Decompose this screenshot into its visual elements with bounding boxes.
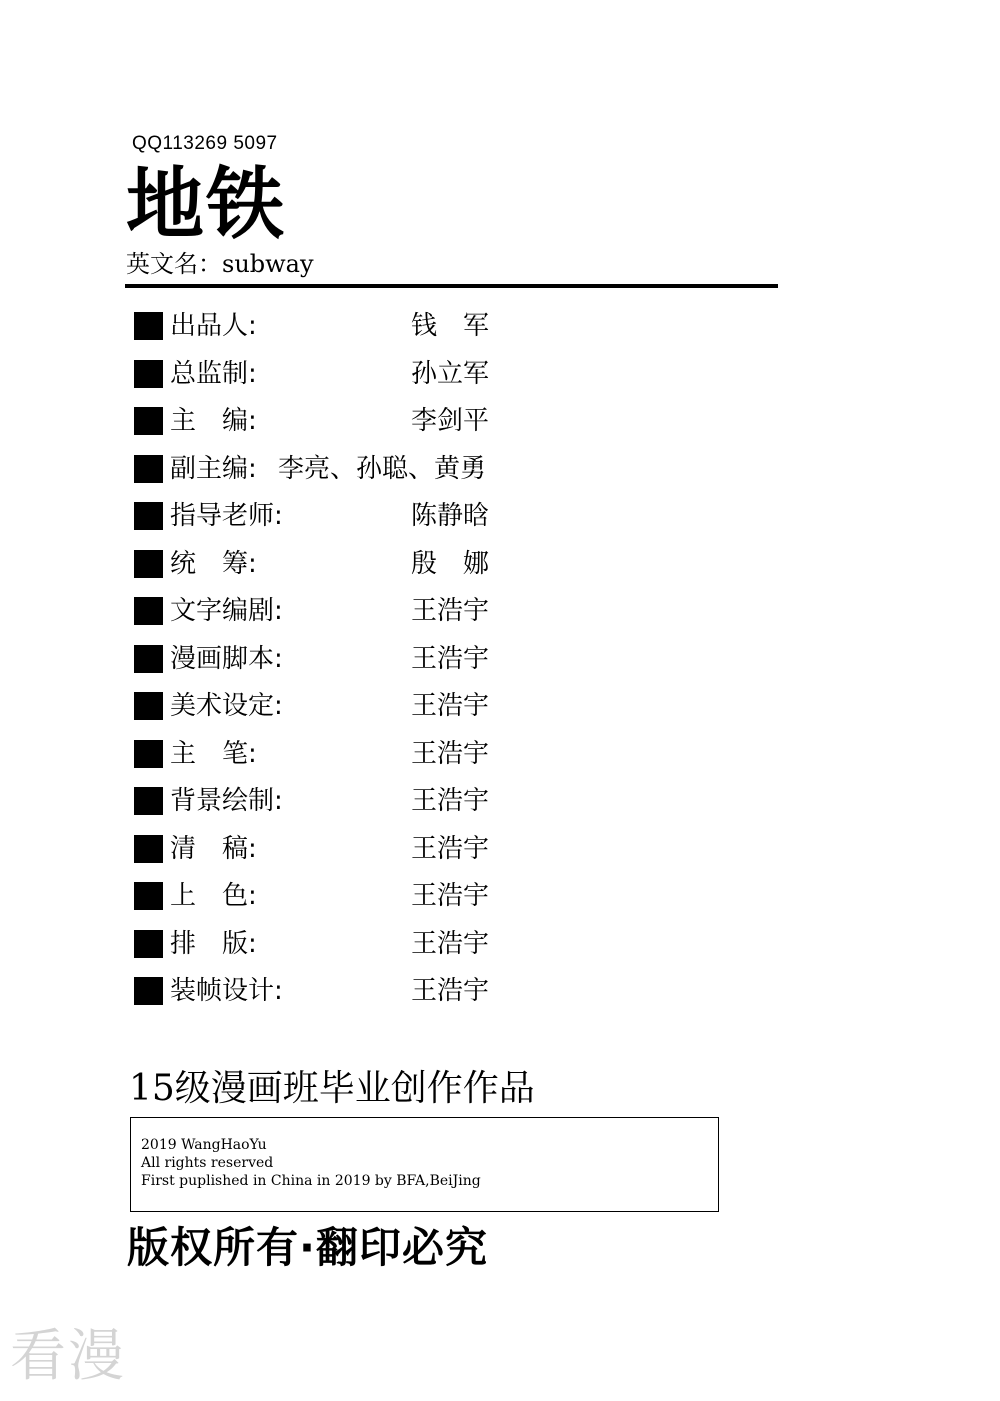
credit-role: 主 编: bbox=[170, 406, 257, 436]
credit-name: 陈静晗 bbox=[411, 501, 490, 531]
credit-name: 王浩宇 bbox=[411, 833, 490, 864]
credit-name: 王浩宇 bbox=[411, 881, 490, 911]
bullet-square-icon bbox=[134, 692, 163, 720]
copyright-line: All rights reserved bbox=[141, 1155, 274, 1171]
bullet-square-icon bbox=[134, 977, 163, 1005]
credit-role: 指导老师: bbox=[170, 501, 283, 531]
bullet-square-icon bbox=[134, 787, 163, 815]
credit-name: 李亮、孙聪、黄勇 bbox=[278, 453, 487, 484]
credit-role: 主 笔: bbox=[170, 738, 257, 769]
credit-row bbox=[134, 310, 694, 342]
bullet-square-icon bbox=[134, 407, 163, 435]
credit-row bbox=[134, 690, 694, 722]
credit-name: 王浩宇 bbox=[411, 738, 490, 769]
bullet-square-icon bbox=[134, 312, 163, 340]
bullet-square-icon bbox=[134, 740, 163, 768]
page-title: 地铁 bbox=[126, 160, 287, 250]
credit-role: 美术设定: bbox=[170, 691, 283, 721]
credit-role: 文字编剧: bbox=[170, 596, 283, 626]
bullet-square-icon bbox=[134, 597, 163, 625]
credit-row bbox=[134, 595, 694, 627]
bullet-square-icon bbox=[134, 835, 163, 863]
watermark-text: 看漫 bbox=[10, 1324, 126, 1389]
credit-role: 背景绘制: bbox=[170, 786, 283, 816]
credit-row bbox=[134, 785, 694, 817]
credit-name: 王浩宇 bbox=[411, 596, 490, 626]
credit-row bbox=[134, 833, 694, 865]
credit-role: 装帧设计: bbox=[170, 976, 283, 1006]
credit-name: 殷 娜 bbox=[411, 548, 490, 579]
credit-row bbox=[134, 358, 694, 390]
graduation-note: 15级漫画班毕业创作作品 bbox=[129, 1068, 535, 1109]
credit-role: 出品人: bbox=[170, 311, 257, 341]
copyright-line: 2019 WangHaoYu bbox=[141, 1137, 267, 1153]
credit-role: 上 色: bbox=[170, 881, 257, 911]
credit-row bbox=[134, 500, 694, 532]
credit-name: 王浩宇 bbox=[411, 976, 490, 1006]
credit-role: 排 版: bbox=[170, 928, 257, 959]
credit-row bbox=[134, 738, 694, 770]
credit-name: 王浩宇 bbox=[411, 786, 490, 816]
english-name: 英文名：subway bbox=[126, 250, 314, 278]
bullet-square-icon bbox=[134, 645, 163, 673]
copyright-line: First puplished in China in 2019 by BFA,BeiJing bbox=[141, 1173, 481, 1189]
credit-role: 总监制: bbox=[170, 358, 257, 389]
credit-name: 王浩宇 bbox=[411, 643, 490, 674]
credit-role: 统 筹: bbox=[170, 548, 257, 579]
credit-role: 副主编: bbox=[170, 453, 257, 484]
credit-row bbox=[134, 975, 694, 1007]
title-divider bbox=[125, 284, 778, 288]
bullet-square-icon bbox=[134, 502, 163, 530]
credit-row bbox=[134, 880, 694, 912]
bullet-square-icon bbox=[134, 882, 163, 910]
credit-row bbox=[134, 548, 694, 580]
credit-row bbox=[134, 453, 694, 485]
credit-row bbox=[134, 405, 694, 437]
contact-qq: QQ113269 5097 bbox=[132, 133, 278, 154]
credit-name: 李剑平 bbox=[411, 406, 490, 436]
credit-row bbox=[134, 643, 694, 675]
bullet-square-icon bbox=[134, 930, 163, 958]
credit-role: 漫画脚本: bbox=[170, 643, 283, 674]
bullet-square-icon bbox=[134, 360, 163, 388]
bullet-square-icon bbox=[134, 550, 163, 578]
rights-notice: 版权所有·翻印必究 bbox=[127, 1223, 488, 1272]
credit-name: 孙立军 bbox=[411, 358, 490, 389]
credit-row bbox=[134, 928, 694, 960]
copyright-box bbox=[130, 1117, 719, 1212]
bullet-square-icon bbox=[134, 455, 163, 483]
credit-role: 清 稿: bbox=[170, 833, 257, 864]
credit-name: 王浩宇 bbox=[411, 691, 490, 721]
credit-name: 王浩宇 bbox=[411, 928, 490, 959]
credit-name: 钱 军 bbox=[411, 311, 490, 341]
